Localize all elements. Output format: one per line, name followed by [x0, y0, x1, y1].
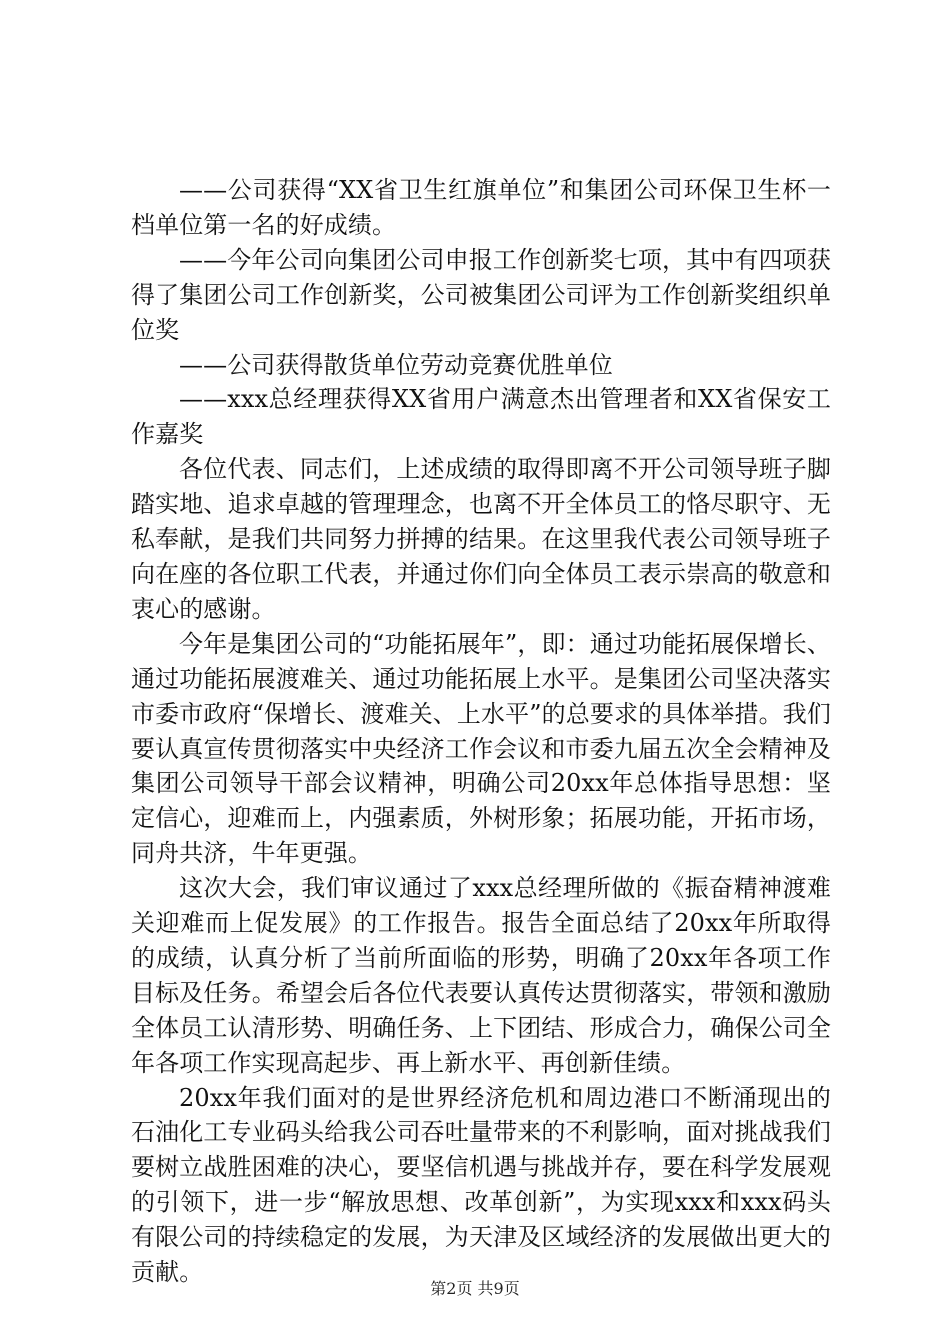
paragraph-award-competition: ——公司获得散货单位劳动竞赛优胜单位	[179, 350, 613, 379]
paragraph-thanks: 各位代表、同志们，上述成绩的取得即离不开公司领导班子脚踏实地、追求卓越的管理理念，也离不开全体员工的恪尽职守、无私奉献，是我们共同努力拼搏的结果。在这里我代表公司领导班子向在座的各位职工代表，并通过你们向全体员工表示崇高的敬意和衷心的感谢。	[131, 455, 831, 623]
page-number-footer: 第2页 共9页	[430, 1279, 520, 1298]
paragraph-conference-report: 这次大会，我们审议通过了xxx总经理所做的《振奋精神渡难关迎难而上促发展》的工作报告。报告全面总结了20xx年所取得的成绩，认真分析了当前所面临的形势，明确了20xx年各项工作目标及任务。希望会后各位代表要认真传达贯彻落实，带领和激励全体员工认清形势、明确任务、上下团结、形成合力，确保公司全年各项工作实现高起步、再上新水平、再创新佳绩。	[131, 874, 831, 1077]
document-body	[131, 173, 831, 1290]
paragraph-award-manager: ——xxx总经理获得XX省用户满意杰出管理者和XX省保安工作嘉奖	[131, 385, 831, 449]
paragraph-challenges: 20xx年我们面对的是世界经济危机和周边港口不断涌现出的石油化工专业码头给我公司吞吐量带来的不利影响，面对挑战我们要树立战胜困难的决心，要坚信机遇与挑战并存，要在科学发展观的引领下，进一步“解放思想、改革创新”，为实现xxx和xxx码头有限公司的持续稳定的发展，为天津及区域经济的发展做出更大的贡献。	[131, 1083, 831, 1287]
paragraph-award-hygiene: ——公司获得“XX省卫生红旗单位”和集团公司环保卫生杯一档单位第一名的好成绩。	[131, 176, 831, 239]
paragraph-function-expansion-year: 今年是集团公司的“功能拓展年”，即：通过功能拓展保增长、通过功能拓展渡难关、通过功能拓展上水平。是集团公司坚决落实市委市政府“保增长、渡难关、上水平”的总要求的具体举措。我们要认真宣传贯彻落实中央经济工作会议和市委九届五次全会精神及集团公司领导干部会议精神，明确公司20xx年总体指导思想：坚定信心，迎难而上，内强素质，外树形象；拓展功能，开拓市场，同舟共济，牛年更强。	[131, 629, 831, 868]
paragraph-award-innovation: ——今年公司向集团公司申报工作创新奖七项，其中有四项获得了集团公司工作创新奖，公司被集团公司评为工作创新奖组织单位奖	[131, 245, 831, 344]
